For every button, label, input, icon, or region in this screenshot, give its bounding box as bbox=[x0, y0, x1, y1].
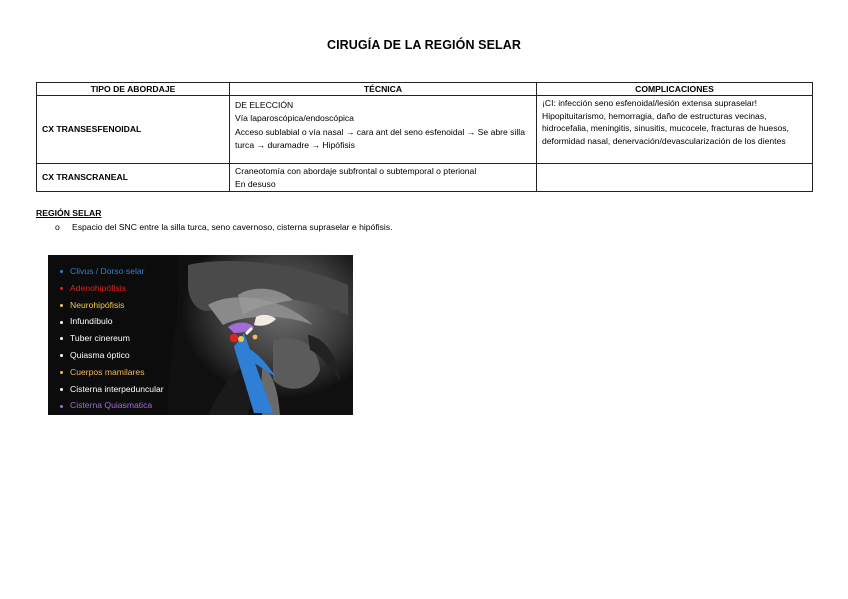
legend-label: Clivus / Dorso selar bbox=[70, 266, 145, 276]
legend-item bbox=[60, 348, 164, 365]
tecnica-cell bbox=[230, 164, 537, 192]
table-row bbox=[37, 164, 813, 192]
legend-label: Adenohipófisis bbox=[70, 282, 126, 293]
legend-item bbox=[60, 365, 164, 382]
legend-label: Cisterna interpeduncular bbox=[70, 383, 164, 394]
bullet-text: Espacio del SNC entre la silla turca, seno cavernoso, cisterna supraselar e hipófisis. bbox=[72, 222, 393, 232]
legend-label: Tuber cinereum bbox=[70, 333, 130, 344]
table-row bbox=[37, 96, 813, 164]
legend-item bbox=[60, 281, 164, 298]
bullet-dot bbox=[60, 354, 63, 357]
legend-label: Cisterna Quiasmatica bbox=[70, 400, 153, 411]
legend-item bbox=[60, 264, 164, 281]
legend-label: Cuerpos mamilares bbox=[70, 366, 145, 377]
neurohipofisis-region bbox=[238, 336, 244, 342]
legend-label: Infundíbulo bbox=[70, 316, 113, 327]
tecnica-line: Acceso sublabial o vía nasal → cara ant del seno esfenoidal → Se abre silla turca → duramadre → Hipófisis bbox=[235, 127, 525, 150]
header-complicaciones: COMPLICACIONES bbox=[537, 83, 813, 96]
abordaje-cell: CX TRANSCRANEAL bbox=[37, 164, 230, 192]
bullet-dot bbox=[60, 337, 63, 340]
page-title: CIRUGÍA DE LA REGIÓN SELAR bbox=[326, 38, 522, 52]
legend-item bbox=[60, 314, 164, 331]
tecnica-cell bbox=[230, 96, 537, 164]
figure-legend bbox=[60, 264, 164, 415]
bullet-dot bbox=[60, 304, 63, 307]
legend-label: Neurohipófisis bbox=[70, 299, 125, 310]
complicaciones-cell-empty bbox=[537, 164, 813, 192]
header-tecnica: TÉCNICA bbox=[230, 83, 537, 96]
bullet-dot bbox=[60, 371, 63, 374]
bullet-item bbox=[55, 222, 393, 232]
tecnica-line: Craneotomía con abordaje subfrontal o subtemporal o pterional bbox=[235, 166, 477, 176]
abordajes-table bbox=[36, 82, 813, 192]
legend-item bbox=[60, 298, 164, 315]
abordaje-cell: CX TRANSESFENOIDAL bbox=[37, 96, 230, 164]
section-heading: REGIÓN SELAR bbox=[36, 208, 102, 218]
complicaciones-text: Hipopituitarismo, hemorragia, daño de estructuras vecinas, hidrocefalia, meningitis, sinusitis, mucocele, fracturas de huesos, deformidad nasal, denervación/devascularización de los dientes bbox=[542, 110, 789, 146]
tecnica-line: Vía laparoscópica/endoscópica bbox=[235, 112, 354, 123]
header-abordaje: TIPO DE ABORDAJE bbox=[37, 83, 230, 96]
bullet-mark: o bbox=[55, 222, 60, 232]
adenohipofisis-region bbox=[230, 334, 238, 342]
bullet-dot bbox=[60, 270, 63, 273]
bullet-dot bbox=[60, 405, 63, 408]
mri-sagittal-figure bbox=[48, 255, 353, 415]
tecnica-line: DE ELECCIÓN bbox=[235, 100, 294, 110]
contraindicacion-text: ¡CI: infección seno esfenoidal/lesión extensa supraselar! bbox=[542, 98, 757, 108]
legend-item bbox=[60, 331, 164, 348]
bullet-dot bbox=[60, 287, 63, 290]
complicaciones-cell bbox=[537, 96, 813, 164]
legend-label: Quiasma óptico bbox=[70, 349, 130, 360]
table-header-row bbox=[37, 83, 813, 96]
legend-item bbox=[60, 398, 164, 415]
cuerpos-mamilares-region bbox=[253, 335, 258, 340]
bullet-dot bbox=[60, 321, 63, 324]
bullet-dot bbox=[60, 388, 63, 391]
tecnica-line: En desuso bbox=[235, 178, 276, 189]
legend-item bbox=[60, 382, 164, 399]
